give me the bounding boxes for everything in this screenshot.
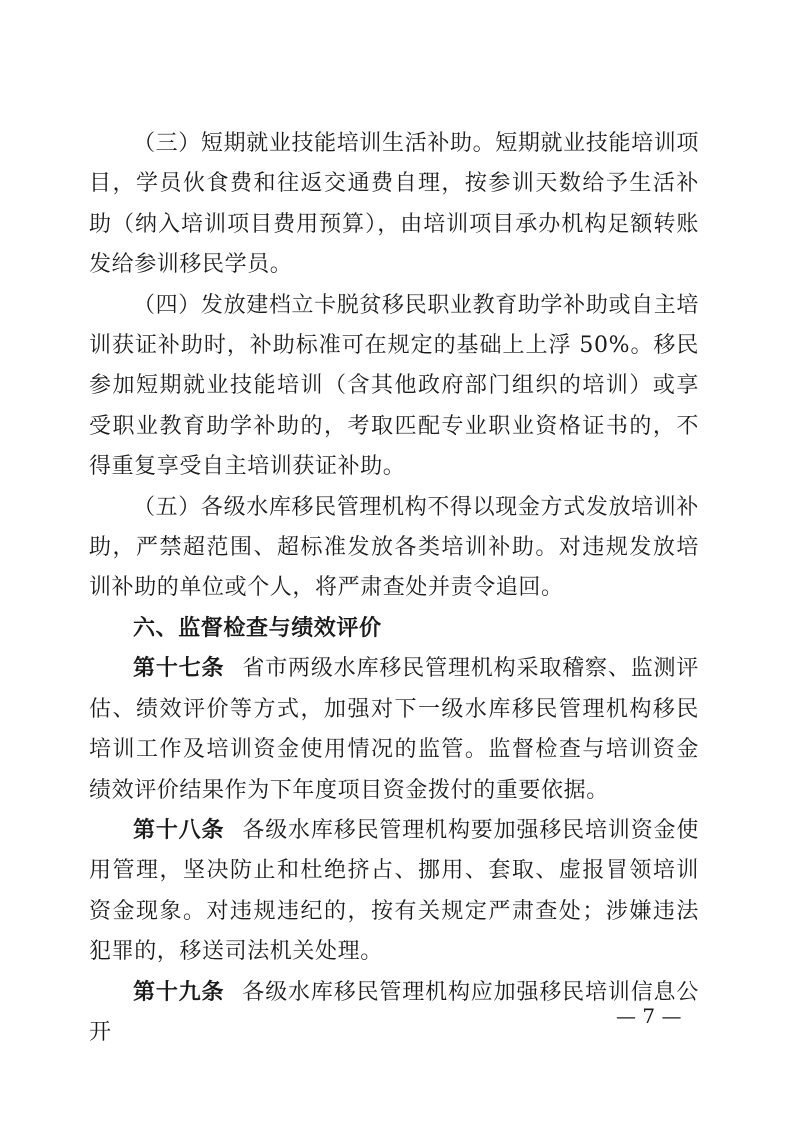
article-text: 各级水库移民管理机构应加强移民培训信息公开 xyxy=(89,979,699,1045)
paragraph-text: （五）各级水库移民管理机构不得以现金方式发放培训补助，严禁超范围、超标准发放各类培训补助。对违规发放培训补助的单位或个人，将严肃查处并责令追回。 xyxy=(89,494,699,601)
paragraph-cash-prohibition xyxy=(89,488,699,609)
article-17 xyxy=(89,649,699,811)
article-label: 第十九条 xyxy=(133,979,225,1005)
paragraph-poverty-relief-subsidy xyxy=(89,286,699,488)
section-heading xyxy=(89,609,699,649)
article-label: 第十八条 xyxy=(133,817,225,843)
article-19 xyxy=(89,973,699,1054)
article-text: 省市两级水库移民管理机构采取稽察、监测评估、绩效评价等方式，加强对下一级水库移民管理机构移民培训工作及培训资金使用情况的监管。监督检查与培训资金绩效评价结果作为下年度项目资金拨付的重要依据。 xyxy=(89,656,699,803)
section-heading-text: 六、监督检查与绩效评价 xyxy=(133,615,382,641)
article-label: 第十七条 xyxy=(133,656,225,682)
page-number: — 7 — xyxy=(616,1004,682,1028)
article-text: 各级水库移民管理机构要加强移民培训资金使用管理，坚决防止和杜绝挤占、挪用、套取、虚报冒领培训资金现象。对违规违纪的，按有关规定严肃查处；涉嫌违法犯罪的，移送司法机关处理。 xyxy=(89,817,699,965)
paragraph-short-term-training-subsidy xyxy=(89,124,699,286)
document-body xyxy=(89,124,699,1053)
paragraph-text: （四）发放建档立卡脱贫移民职业教育助学补助或自主培训获证补助时，补助标准可在规定的基础上上浮 50%。移民参加短期就业技能培训（含其他政府部门组织的培训）或享受职业教育助学补助的，考取匹配专业职业资格证书的，不得重复享受自主培训获证补助。 xyxy=(89,292,699,480)
paragraph-text: （三）短期就业技能培训生活补助。短期就业技能培训项目，学员伙食费和往返交通费自理，按参训天数给予生活补助（纳入培训项目费用预算），由培训项目承办机构足额转账发给参训移民学员。 xyxy=(89,131,699,278)
article-18 xyxy=(89,811,699,973)
